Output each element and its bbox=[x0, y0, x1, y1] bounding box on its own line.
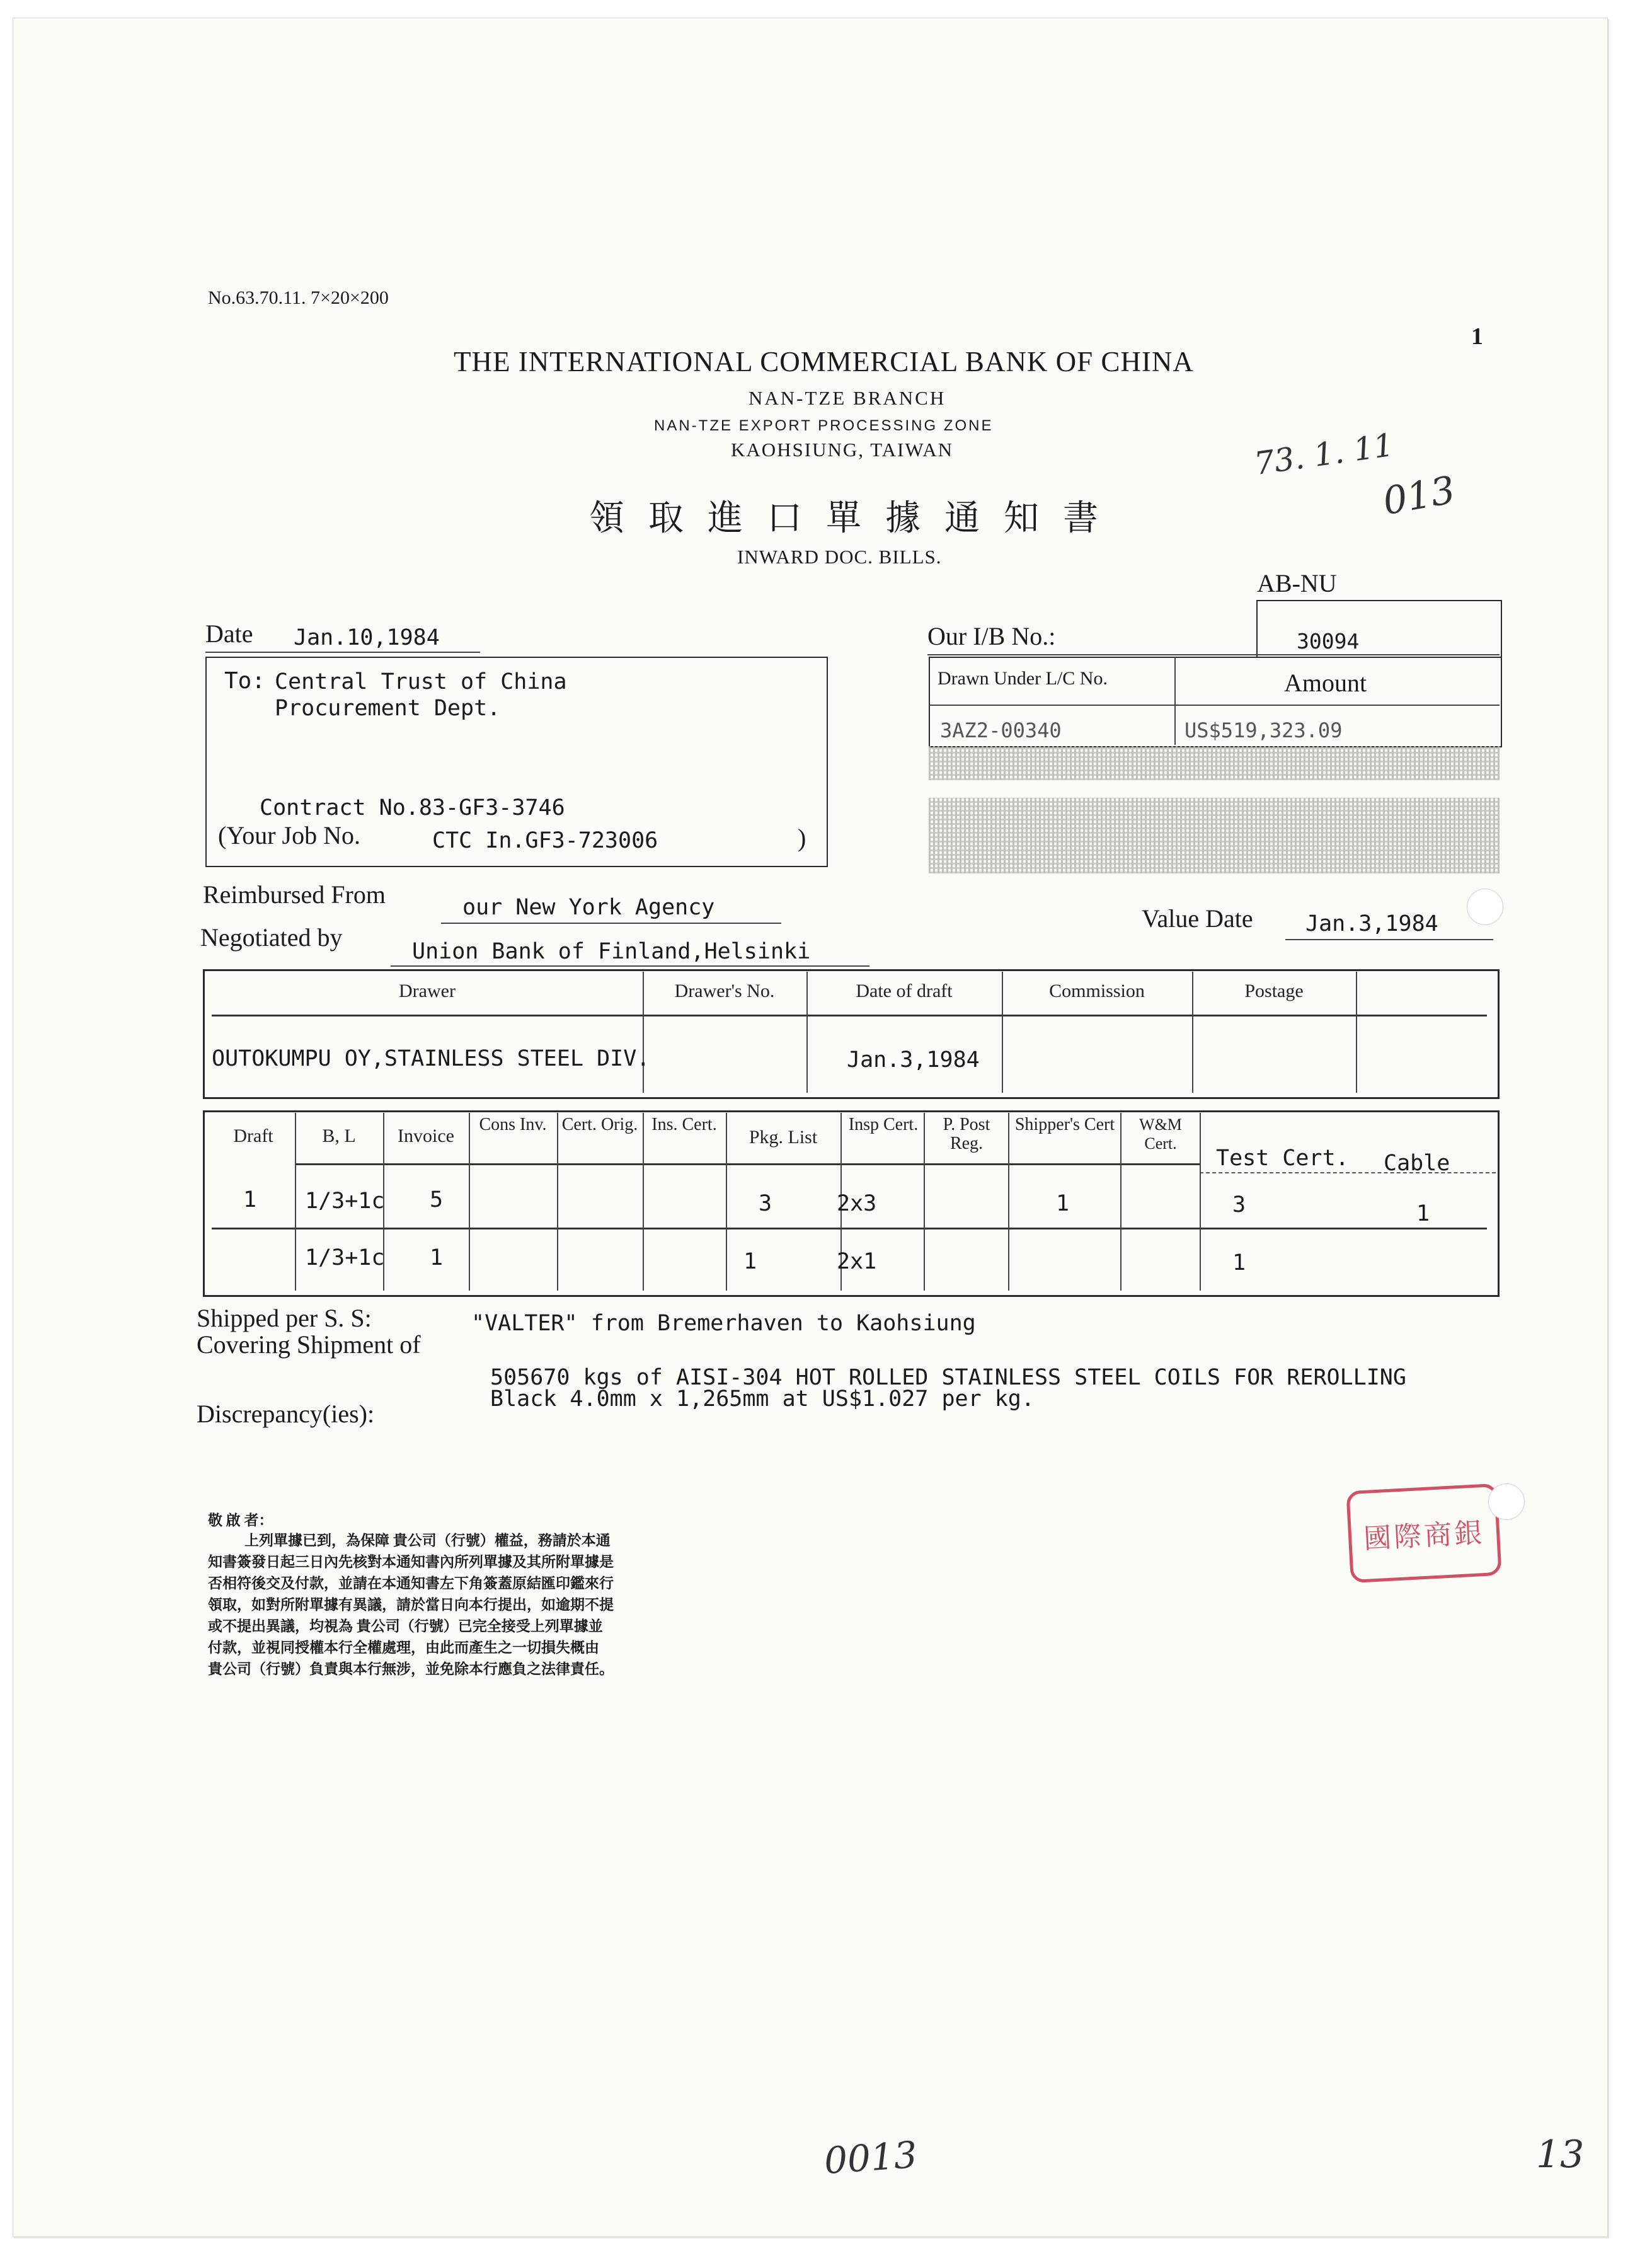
handwritten-date: 73. 1. 11 bbox=[1252, 426, 1396, 483]
doc-header-cons-inv: Cons Inv. bbox=[479, 1115, 547, 1134]
notice-line: 領取，如對所附單據有異議，請於當日向本行提出，如逾期不提 bbox=[208, 1597, 614, 1613]
reimbursed-underline bbox=[441, 923, 781, 924]
doc-header-insp-cert: Insp Cert. bbox=[848, 1115, 919, 1134]
handwritten-page-number: 13 bbox=[1536, 2133, 1585, 2177]
covering-line1: 505670 kgs of AISI-304 HOT ROLLED STAINLESS STEEL COILS FOR REROLLING bbox=[490, 1365, 1406, 1390]
lc-amount-divider bbox=[1174, 657, 1176, 745]
contract-number: Contract No.83-GF3-3746 bbox=[260, 795, 565, 820]
page-number: 1 bbox=[1471, 323, 1483, 350]
document-title-chinese: 領 取 進 口 單 據 通 知 書 bbox=[589, 499, 1106, 538]
doc-row2-invoice: 1 bbox=[430, 1245, 444, 1270]
notice-heading: 敬 啟 者： bbox=[208, 1512, 273, 1528]
negotiated-underline bbox=[391, 965, 869, 967]
doc-row2-test-cert: 1 bbox=[1232, 1250, 1246, 1275]
doc-row1-invoice: 5 bbox=[430, 1187, 444, 1212]
doc-header-cert-orig: Cert. Orig. bbox=[561, 1115, 638, 1134]
document-title-english: INWARD DOC. BILLS. bbox=[737, 546, 942, 568]
punch-hole-lower bbox=[1488, 1483, 1525, 1520]
doc-row1-cable: 1 bbox=[1416, 1201, 1430, 1226]
to-line2: Procurement Dept. bbox=[275, 696, 501, 721]
value-date-value: Jan.3,1984 bbox=[1305, 911, 1438, 936]
value-date-label: Value Date bbox=[1142, 904, 1253, 933]
drawer-header-drawer: Drawer bbox=[399, 981, 456, 1001]
drawn-under-label: Drawn Under L/C No. bbox=[938, 668, 1108, 689]
date-underline bbox=[205, 652, 480, 653]
draft-date: Jan.3,1984 bbox=[847, 1047, 980, 1073]
doc-row2-bl: 1/3+1c bbox=[305, 1245, 385, 1270]
drawer-name: OUTOKUMPU OY,STAINLESS STEEL DIV. bbox=[212, 1046, 650, 1071]
notice-line: 知書簽發日起三日內先核對本通知書內所列單據及其所附單據是 bbox=[208, 1554, 614, 1570]
notice-line: 上列單據已到，為保障 貴公司（行號）權益，務請於本通 bbox=[244, 1533, 611, 1548]
doc-row2-insp-cert: 2x1 bbox=[837, 1249, 877, 1274]
negotiated-value: Union Bank of Finland,Helsinki bbox=[412, 939, 811, 964]
job-close: ) bbox=[798, 824, 806, 852]
covering-label: Covering Shipment of bbox=[197, 1330, 421, 1359]
doc-header-pkg-list: Pkg. List bbox=[749, 1127, 818, 1148]
date-label: Date bbox=[205, 619, 253, 648]
doc-row1-test-cert: 3 bbox=[1232, 1192, 1246, 1218]
bank-seal-stamp bbox=[1346, 1483, 1501, 1583]
doc-header-invoice: Invoice bbox=[398, 1126, 454, 1146]
negotiated-label: Negotiated by bbox=[200, 923, 343, 952]
shaded-area-lower bbox=[929, 798, 1500, 873]
notice-line: 貴公司（行號）負責與本行無涉，並免除本行應負之法律責任。 bbox=[208, 1661, 614, 1677]
bank-zone: NAN-TZE EXPORT PROCESSING ZONE bbox=[654, 417, 994, 434]
form-code: No.63.70.11. 7×20×200 bbox=[208, 287, 389, 308]
drawer-header-commission: Commission bbox=[1049, 981, 1145, 1001]
our-ib-value: 30094 bbox=[1297, 629, 1360, 653]
doc-header-rule-right bbox=[1200, 1172, 1496, 1173]
to-line1: Central Trust of China bbox=[275, 669, 567, 694]
doc-row1-bl: 1/3+1c bbox=[305, 1189, 385, 1214]
drawer-col-divider-5 bbox=[1356, 972, 1357, 1093]
notice-line: 或不提出異議，均視為 貴公司（行號）已完全接受上列單據並 bbox=[208, 1618, 603, 1634]
ab-nu-code: AB-NU bbox=[1257, 569, 1337, 597]
doc-row2-pkg-list: 1 bbox=[743, 1249, 757, 1274]
punch-hole-upper bbox=[1467, 889, 1503, 925]
doc-col-divider-11 bbox=[1200, 1113, 1201, 1291]
doc-col-divider-5 bbox=[643, 1113, 644, 1291]
discrepancy-label: Discrepancy(ies): bbox=[197, 1400, 375, 1428]
doc-col-divider-8 bbox=[924, 1113, 925, 1291]
doc-col-divider-9 bbox=[1008, 1113, 1009, 1291]
our-ib-underline bbox=[927, 654, 1500, 655]
amount-value: US$519,323.09 bbox=[1185, 718, 1343, 742]
notice-line: 付款，並視同授權本行全權處理，由此而產生之一切損失概由 bbox=[208, 1640, 599, 1655]
value-date-underline bbox=[1285, 939, 1493, 940]
drawer-header-date: Date of draft bbox=[856, 981, 953, 1001]
doc-row1-draft: 1 bbox=[243, 1187, 257, 1212]
amount-label: Amount bbox=[1284, 669, 1367, 697]
doc-header-cable: Cable bbox=[1384, 1151, 1450, 1176]
our-ib-label: Our I/B No.: bbox=[927, 622, 1056, 650]
doc-row1-shippers-cert: 1 bbox=[1056, 1191, 1070, 1216]
doc-col-divider-3 bbox=[469, 1113, 470, 1291]
job-value: CTC In.GF3-723006 bbox=[432, 828, 658, 853]
doc-col-divider-10 bbox=[1120, 1113, 1121, 1291]
handwritten-reference: 013 bbox=[1379, 468, 1459, 524]
doc-header-ins-cert: Ins. Cert. bbox=[651, 1115, 717, 1134]
doc-row1-insp-cert: 2x3 bbox=[837, 1191, 877, 1216]
bank-name: THE INTERNATIONAL COMMERCIAL BANK OF CHINA bbox=[454, 346, 1194, 377]
lc-shaded-area bbox=[929, 746, 1500, 780]
date-value: Jan.10,1984 bbox=[294, 625, 440, 650]
lc-number-value: 3AZ2-00340 bbox=[940, 718, 1062, 742]
covering-line2: Black 4.0mm x 1,265mm at US$1.027 per kg. bbox=[490, 1386, 1035, 1412]
drawer-header-number: Drawer's No. bbox=[674, 981, 775, 1001]
doc-header-test-cert: Test Cert. bbox=[1216, 1146, 1349, 1171]
doc-header-shippers-cert: Shipper's Cert bbox=[1014, 1115, 1115, 1134]
doc-header-draft: Draft bbox=[233, 1126, 273, 1146]
doc-col-divider-4 bbox=[557, 1113, 558, 1291]
bank-city: KAOHSIUNG, TAIWAN bbox=[731, 439, 953, 461]
our-ib-box bbox=[1256, 600, 1502, 658]
bank-branch: NAN-TZE BRANCH bbox=[749, 387, 946, 409]
doc-header-bl: B, L bbox=[322, 1126, 356, 1146]
doc-header-rule bbox=[295, 1163, 1200, 1165]
doc-row-rule bbox=[212, 1228, 1487, 1229]
bank-seal-text: 國際商銀 bbox=[1363, 1517, 1486, 1555]
drawer-table-header-rule bbox=[212, 1015, 1487, 1016]
shipped-label: Shipped per S. S: bbox=[197, 1304, 372, 1332]
reimbursed-value: our New York Agency bbox=[462, 895, 715, 920]
to-label: To: bbox=[224, 668, 266, 694]
lc-amount-rule bbox=[929, 705, 1500, 706]
notice-line: 否相符後交及付款，並請在本通知書左下角簽蓋原結匯印鑑來行 bbox=[208, 1575, 614, 1591]
doc-row1-pkg-list: 3 bbox=[759, 1191, 772, 1216]
doc-header-wm-cert: W&M Cert. bbox=[1139, 1115, 1182, 1153]
drawer-header-postage: Postage bbox=[1244, 981, 1304, 1001]
reimbursed-label: Reimbursed From bbox=[203, 880, 386, 909]
handwritten-page-code: 0013 bbox=[822, 2133, 919, 2183]
job-label: (Your Job No. bbox=[218, 821, 360, 849]
shipped-value: "VALTER" from Bremerhaven to Kaohsiung bbox=[471, 1311, 976, 1336]
doc-header-ppost-reg: P. Post Reg. bbox=[943, 1115, 990, 1153]
